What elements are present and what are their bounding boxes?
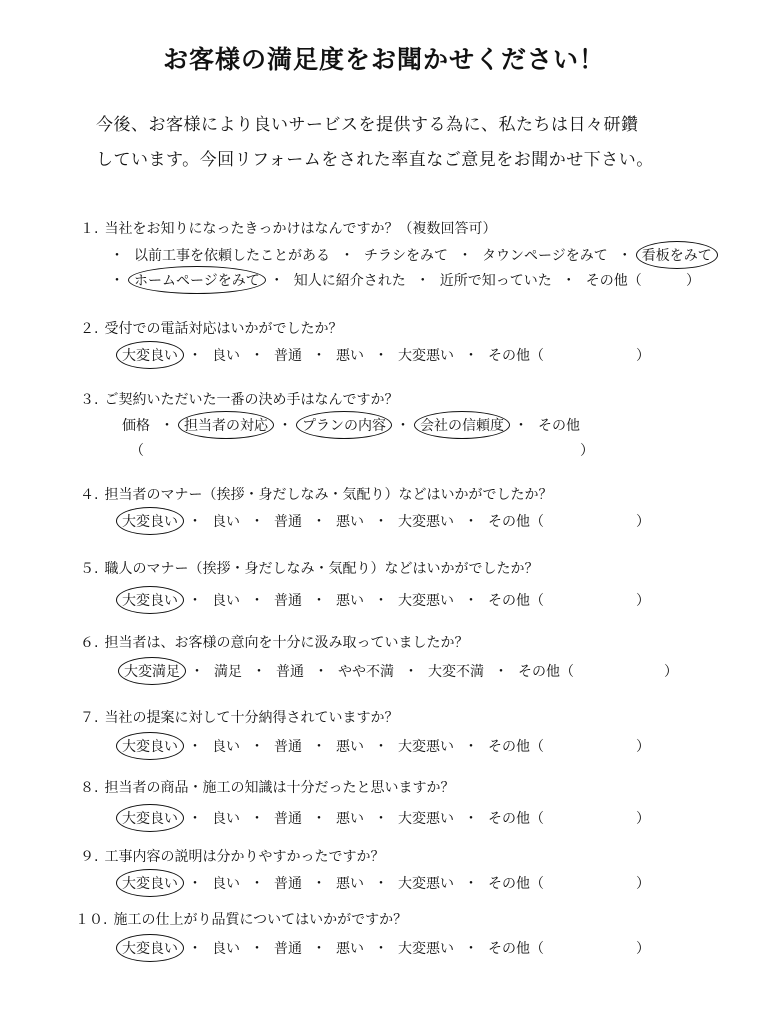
option-choice[interactable]: 普通 [276,664,304,680]
option-choice[interactable]: 普通 [274,876,302,892]
question-text: 工事内容の説明は分かりやすかったですか？ [104,849,385,865]
intro-line-1: 今後、お客様により良いサービスを提供する為に、私たちは日々研鑽 [96,115,639,135]
bullet: ・ [458,248,472,264]
option-selected[interactable]: 大変良い [122,873,178,893]
option-selected[interactable]: 大変良い [122,511,178,531]
bullet: ・ [312,811,326,827]
bullet: ・ [374,739,388,755]
bullet: ・ [561,273,576,289]
option-choice[interactable]: 悪い [336,514,364,530]
option-choice[interactable]: 近所で知っていた [439,273,552,289]
question-6-options [124,661,574,681]
option-choice[interactable]: 価格 [122,418,150,434]
bullet: ・ [188,348,202,364]
option-choice[interactable]: 普通 [274,941,302,957]
bullet: ・ [160,418,174,434]
option-selected[interactable]: 大変良い [122,590,178,610]
intro-line-2: しています。今回リフォームをされた率直なご意見をお聞かせ下さい。 [96,150,654,170]
close-paren: ） [686,273,700,289]
option-choice[interactable]: 悪い [336,876,364,892]
question-8 [80,777,454,797]
option-selected[interactable]: 大変良い [122,736,178,756]
option-choice[interactable]: 悪い [336,811,364,827]
option-choice[interactable]: 普通 [274,739,302,755]
bullet: ・ [464,514,478,530]
question-1-options [110,245,712,265]
close-paren: ） [636,514,650,530]
question-number: ５. [80,561,99,577]
bullet: ・ [269,273,284,289]
option-choice[interactable]: 悪い [336,348,364,364]
option-choice[interactable]: 良い [212,514,240,530]
bullet: ・ [188,941,202,957]
bullet: ・ [250,348,264,364]
close-paren: ） [636,739,650,755]
option-choice[interactable]: その他 [538,418,580,434]
question-6 [80,632,468,652]
option-choice[interactable]: 普通 [274,811,302,827]
option-choice[interactable]: 悪い [336,593,364,609]
close-paren: ） [636,348,650,364]
bullet: ・ [404,664,418,680]
option-choice[interactable]: 大変不満 [428,664,484,680]
question-3-options [122,415,580,435]
question-2-options [122,345,544,365]
option-choice[interactable]: その他（ [518,664,574,680]
bullet: ・ [190,664,204,680]
question-1 [80,218,496,238]
option-choice[interactable]: チラシをみて [364,248,448,264]
option-choice[interactable]: 大変悪い [398,514,454,530]
question-4-options [122,511,544,531]
question-10 [75,909,407,929]
question-text: 施工の仕上がり品質についてはいかがですか？ [113,912,408,928]
bullet: ・ [374,593,388,609]
bullet: ・ [374,348,388,364]
option-choice[interactable]: タウンページをみて [482,248,608,264]
bullet: ・ [464,941,478,957]
option-choice[interactable]: その他（ [488,811,544,827]
question-9 [80,846,384,866]
question-7-options [122,736,544,756]
option-selected[interactable]: 大変良い [122,938,178,958]
option-choice[interactable]: 大変悪い [398,348,454,364]
question-number: ４. [80,487,99,503]
bullet: ・ [250,941,264,957]
option-choice[interactable]: 悪い [336,941,364,957]
question-5-options [122,590,544,610]
option-choice[interactable]: その他（ [488,348,544,364]
bullet: ・ [464,348,478,364]
bullet: ・ [188,876,202,892]
bullet: ・ [188,811,202,827]
question-text: 受付での電話対応はいかがでしたか？ [104,321,343,337]
bullet: ・ [464,876,478,892]
option-choice[interactable]: その他（ [488,514,544,530]
question-number: ３. [80,392,99,408]
bullet: ・ [250,876,264,892]
question-1-options [110,270,642,290]
option-choice[interactable]: 悪い [336,739,364,755]
bullet: ・ [374,941,388,957]
question-7 [80,707,398,727]
option-choice[interactable]: 大変悪い [398,811,454,827]
open-paren: （ [130,443,144,459]
question-number: ９. [80,849,99,865]
option-choice[interactable]: 普通 [274,593,302,609]
close-paren: ） [636,593,650,609]
question-2 [80,318,342,338]
option-choice[interactable]: その他（ [488,593,544,609]
option-choice[interactable]: 良い [212,811,240,827]
question-10-options [122,938,544,958]
option-choice[interactable]: その他（ [488,941,544,957]
question-text: 当社をお知りになったきっかけはなんですか？（複数回答可） [104,221,497,237]
option-choice[interactable]: その他（ [488,739,544,755]
option-selected[interactable]: ホームページをみて [134,270,260,290]
bullet: ・ [514,418,528,434]
bullet: ・ [374,876,388,892]
close-paren: ） [636,941,650,957]
option-choice[interactable]: 大変悪い [398,876,454,892]
question-9-options [122,873,544,893]
option-choice[interactable]: 以前工事を依頼したことがある [134,248,330,264]
question-number: １. [80,221,99,237]
option-choice[interactable]: 大変悪い [398,593,454,609]
option-choice[interactable]: その他（ [585,273,642,289]
bullet: ・ [250,593,264,609]
question-4 [80,484,552,504]
option-choice[interactable]: 大変悪い [398,941,454,957]
question-text: ご契約いただいた一番の決め手はなんですか？ [104,392,399,408]
bullet: ・ [617,248,632,264]
close-paren: ） [580,443,594,459]
bullet: ・ [188,739,202,755]
option-choice[interactable]: 良い [212,593,240,609]
option-choice[interactable]: やや不満 [338,664,394,680]
bullet: ・ [250,739,264,755]
bullet: ・ [312,593,326,609]
option-selected[interactable]: 担当者の対応 [184,415,268,435]
bullet: ・ [110,273,124,289]
bullet: ・ [494,664,508,680]
close-paren: ） [664,664,678,680]
question-text: 当社の提案に対して十分納得されていますか？ [104,710,399,726]
question-number: ７. [80,710,99,726]
bullet: ・ [312,876,326,892]
option-selected[interactable]: 大変良い [122,808,178,828]
bullet: ・ [340,248,354,264]
bullet: ・ [312,739,326,755]
option-selected[interactable]: 会社の信頼度 [420,415,504,435]
bullet: ・ [396,418,410,434]
bullet: ・ [415,273,430,289]
bullet: ・ [464,593,478,609]
close-paren: ） [636,811,650,827]
option-choice[interactable]: 良い [212,739,240,755]
close-paren: ） [636,876,650,892]
bullet: ・ [314,664,328,680]
option-selected[interactable]: 大変良い [122,345,178,365]
bullet: ・ [374,514,388,530]
option-choice[interactable]: 良い [212,876,240,892]
question-5 [80,558,538,578]
option-choice[interactable]: 良い [212,348,240,364]
option-choice[interactable]: 普通 [274,348,302,364]
question-number: １０. [75,912,108,928]
question-text: 職人のマナー（挨拶・身だしなみ・気配り）などはいかがでしたか？ [104,561,539,577]
question-text: 担当者は、お客様の意向を十分に汲み取っていましたか？ [104,635,469,651]
bullet: ・ [188,593,202,609]
question-number: ２. [80,321,99,337]
page-title: お客様の満足度をお聞かせください！ [162,45,605,74]
option-choice[interactable]: 良い [212,941,240,957]
option-choice[interactable]: 満足 [214,664,242,680]
option-choice[interactable]: その他（ [488,876,544,892]
option-choice[interactable]: 知人に紹介された [293,273,406,289]
bullet: ・ [312,941,326,957]
question-number: ８. [80,780,99,796]
question-number: ６. [80,635,99,651]
bullet: ・ [278,418,292,434]
bullet: ・ [464,811,478,827]
question-3 [80,389,398,409]
option-selected[interactable]: 看板をみて [642,245,712,265]
bullet: ・ [252,664,266,680]
bullet: ・ [312,514,326,530]
option-choice[interactable]: 大変悪い [398,739,454,755]
bullet: ・ [250,514,264,530]
question-8-options [122,808,544,828]
bullet: ・ [374,811,388,827]
bullet: ・ [110,248,124,264]
question-text: 担当者のマナー（挨拶・身だしなみ・気配り）などはいかがでしたか？ [104,487,553,503]
bullet: ・ [250,811,264,827]
option-choice[interactable]: 普通 [274,514,302,530]
bullet: ・ [188,514,202,530]
bullet: ・ [464,739,478,755]
question-text: 担当者の商品・施工の知識は十分だったと思いますか？ [104,780,455,796]
option-selected[interactable]: 大変満足 [124,661,180,681]
bullet: ・ [312,348,326,364]
option-selected[interactable]: プランの内容 [302,415,386,435]
